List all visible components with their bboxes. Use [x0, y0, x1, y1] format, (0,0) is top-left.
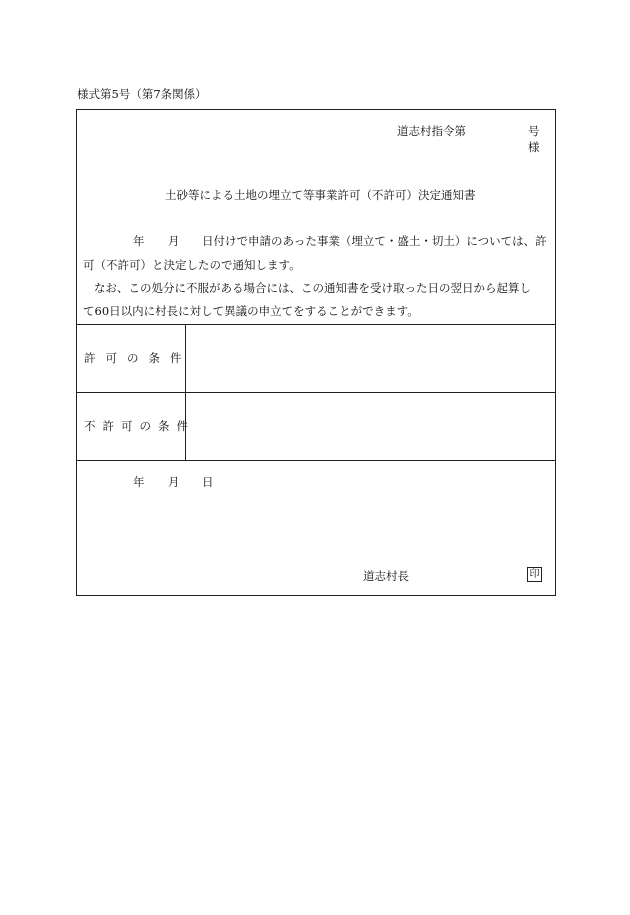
signer-title: 道志村長 — [363, 569, 409, 583]
number-suffix: 号 — [528, 124, 540, 138]
divider — [77, 460, 555, 461]
body-text-line-4: て60日以内に村長に対して異議の申立てをすることができます。 — [83, 304, 419, 318]
nonpermit-conditions-label: 不許可の条件 — [84, 419, 195, 433]
issuer-number-label: 道志村指令第 — [397, 124, 466, 138]
body-year: 年 — [133, 234, 145, 248]
divider — [77, 392, 555, 393]
footer-day: 日 — [202, 475, 214, 489]
body-text-line-3: なお、この処分に不服がある場合には、この通知書を受け取った日の翌日から起算し — [94, 281, 531, 295]
seal-mark: 印 — [527, 567, 542, 582]
addressee-suffix: 様 — [528, 140, 540, 154]
body-text-line-1: 日付けで申請のあった事業（埋立て・盛土・切土）については、許 — [202, 234, 547, 248]
notice-form-frame — [76, 109, 556, 596]
footer-year: 年 — [133, 475, 145, 489]
footer-month: 月 — [168, 475, 180, 489]
body-month: 月 — [168, 234, 180, 248]
form-number-label: 様式第5号（第7条関係） — [77, 87, 207, 101]
body-text-line-2: 可（不許可）と決定したので通知します。 — [83, 258, 301, 272]
permit-conditions-label: 許可の条件 — [84, 351, 192, 365]
document-title: 土砂等による土地の埋立て等事業許可（不許可）決定通知書 — [165, 188, 476, 202]
divider — [77, 324, 555, 325]
